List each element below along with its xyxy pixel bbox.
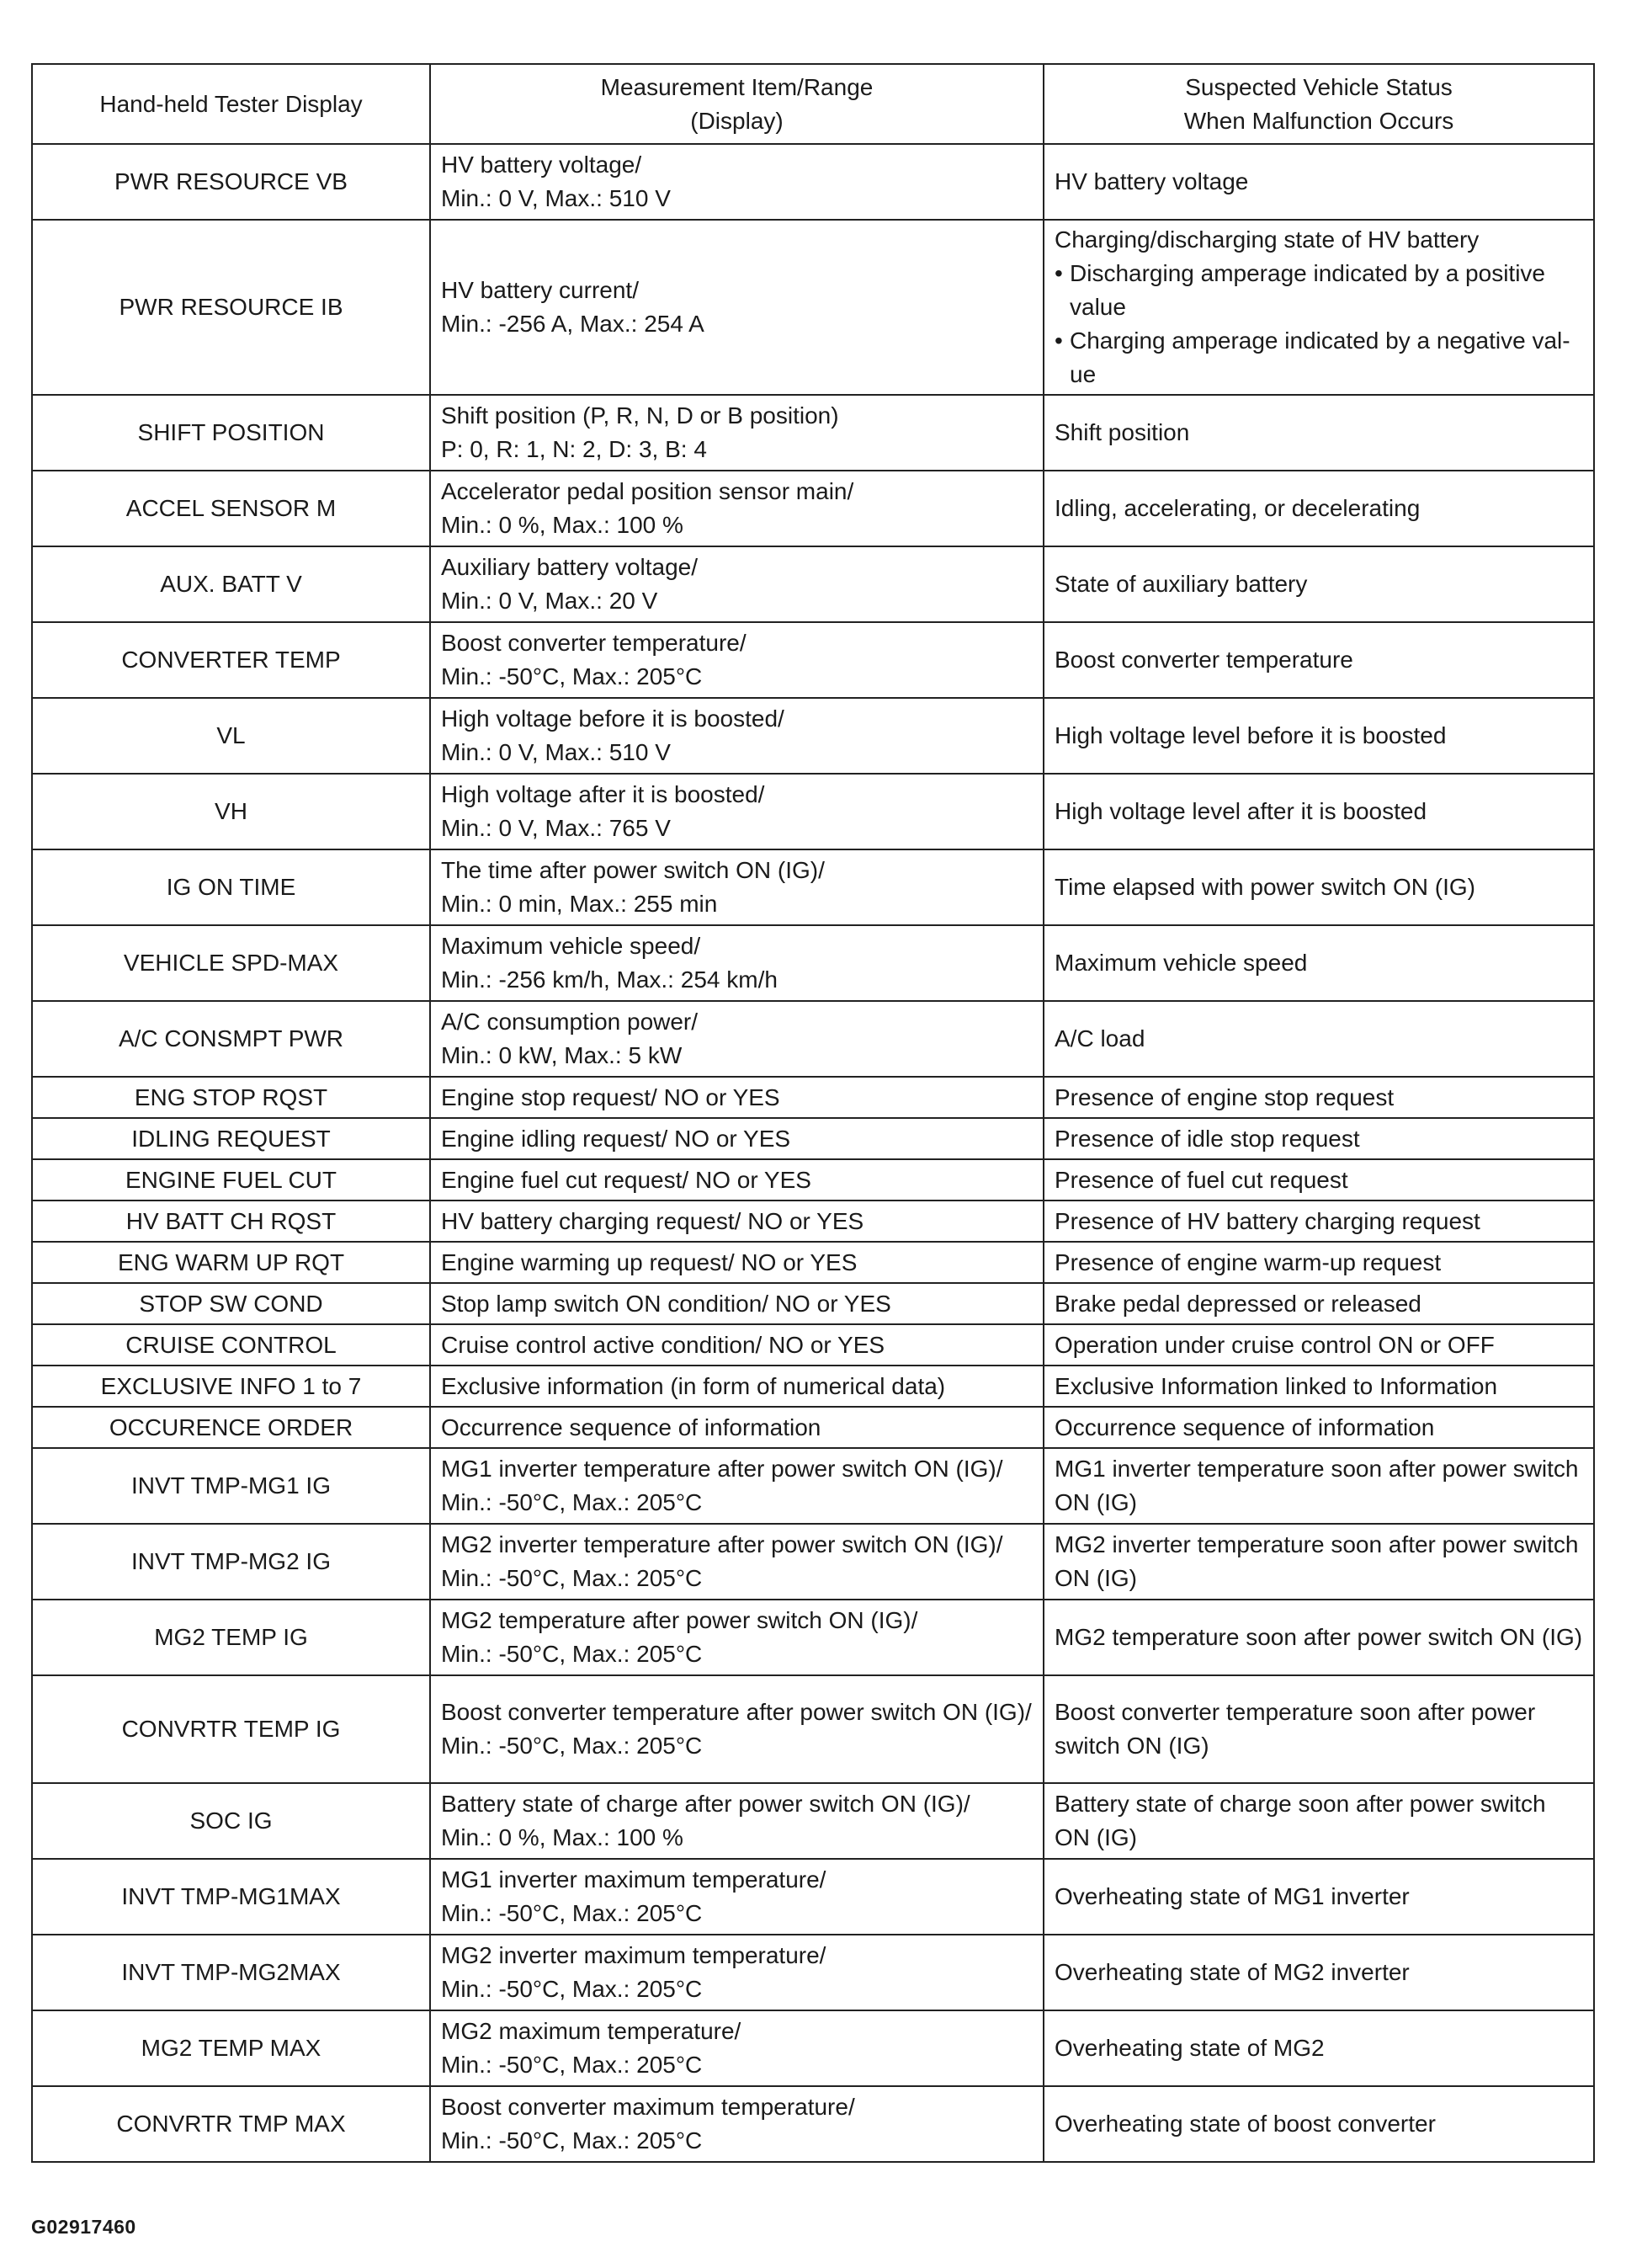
status-cell bbox=[1044, 1366, 1594, 1407]
measurement-line: Accelerator pedal position sensor main/ bbox=[441, 478, 854, 504]
table-row bbox=[32, 774, 1594, 849]
tester-display-label: ACCEL SENSOR M bbox=[125, 495, 337, 521]
status-cell bbox=[1044, 2086, 1594, 2162]
measurement-line: Min.: -50°C, Max.: 205°C bbox=[441, 1976, 703, 2002]
status-line: Operation under cruise control ON or OFF bbox=[1055, 1331, 1495, 1358]
tester-display-label: VL bbox=[216, 722, 246, 748]
table-row bbox=[32, 1283, 1594, 1324]
tester-display-label: STOP SW COND bbox=[139, 1290, 323, 1317]
status-bullet-item: • Discharging amperage indicated by a positive value bbox=[1055, 257, 1583, 324]
table-row bbox=[32, 144, 1594, 220]
measurement-cell bbox=[430, 774, 1044, 849]
status-line: Exclusive Information linked to Information bbox=[1055, 1372, 1498, 1399]
measurement-line: HV battery current/ bbox=[441, 277, 639, 303]
tester-display-cell bbox=[32, 1077, 430, 1118]
measurement-line: Min.: 0 %, Max.: 100 % bbox=[441, 1824, 683, 1850]
tester-display-cell bbox=[32, 220, 430, 395]
status-line: Presence of fuel cut request bbox=[1055, 1166, 1348, 1193]
table-row bbox=[32, 2010, 1594, 2086]
status-cell bbox=[1044, 1324, 1594, 1366]
measurement-line: MG1 inverter temperature after power switch ON (IG)/ bbox=[441, 1456, 1003, 1482]
tester-display-cell bbox=[32, 698, 430, 774]
tester-display-label: INVT TMP-MG1 IG bbox=[131, 1472, 331, 1499]
measurement-line: Min.: -50°C, Max.: 205°C bbox=[441, 2052, 703, 2078]
status-cell bbox=[1044, 1001, 1594, 1077]
measurement-line: Min.: 0 %, Max.: 100 % bbox=[441, 512, 683, 538]
header-measurement-item bbox=[430, 64, 1044, 144]
tester-display-label: VH bbox=[215, 798, 247, 824]
status-cell bbox=[1044, 144, 1594, 220]
status-line: Overheating state of MG2 inverter bbox=[1055, 1959, 1410, 1985]
measurement-cell bbox=[430, 1783, 1044, 1859]
header-measurement-line: Measurement Item/Range bbox=[600, 73, 874, 100]
status-cell bbox=[1044, 698, 1594, 774]
tester-display-cell bbox=[32, 1118, 430, 1159]
measurement-line: Min.: 0 V, Max.: 510 V bbox=[441, 185, 671, 211]
tester-display-cell bbox=[32, 1524, 430, 1600]
tester-display-label: AUX. BATT V bbox=[160, 571, 302, 597]
table-row bbox=[32, 849, 1594, 925]
header-measurement-line: (Display) bbox=[690, 107, 784, 134]
header-status-line: Suspected Vehicle Status bbox=[1185, 73, 1453, 100]
table-header-row bbox=[32, 64, 1594, 144]
measurement-cell bbox=[430, 220, 1044, 395]
table-row bbox=[32, 1524, 1594, 1600]
measurement-cell bbox=[430, 1407, 1044, 1448]
status-cell bbox=[1044, 1600, 1594, 1675]
tester-display-cell bbox=[32, 1675, 430, 1783]
figure-id: G02917460 bbox=[31, 2216, 136, 2238]
measurement-line: Engine stop request/ NO or YES bbox=[441, 1083, 780, 1110]
header-status-line: When Malfunction Occurs bbox=[1183, 107, 1454, 134]
tester-display-cell bbox=[32, 546, 430, 622]
measurement-cell bbox=[430, 1600, 1044, 1675]
status-line: HV battery voltage bbox=[1055, 168, 1249, 194]
tester-display-label: ENG WARM UP RQT bbox=[117, 1248, 345, 1275]
tester-display-cell bbox=[32, 1324, 430, 1366]
measurement-cell bbox=[430, 1283, 1044, 1324]
tester-display-label: A/C CONSMPT PWR bbox=[118, 1025, 344, 1051]
tester-display-cell bbox=[32, 925, 430, 1001]
measurement-line: Engine warming up request/ NO or YES bbox=[441, 1248, 858, 1275]
status-line: MG2 temperature soon after power switch ON (IG) bbox=[1055, 1624, 1583, 1650]
tester-display-label: SHIFT POSITION bbox=[137, 419, 325, 445]
status-cell bbox=[1044, 1675, 1594, 1783]
status-line: Boost converter temperature bbox=[1055, 647, 1353, 673]
tester-display-label: EXCLUSIVE INFO 1 to 7 bbox=[100, 1372, 362, 1399]
tester-display-label: IG ON TIME bbox=[166, 874, 296, 900]
header-tester-display-label: Hand-held Tester Display bbox=[99, 90, 363, 117]
measurement-cell bbox=[430, 698, 1044, 774]
measurement-line: HV battery voltage/ bbox=[441, 152, 642, 178]
tester-display-cell bbox=[32, 395, 430, 471]
status-cell bbox=[1044, 546, 1594, 622]
status-cell bbox=[1044, 622, 1594, 698]
status-cell bbox=[1044, 1407, 1594, 1448]
tester-display-cell bbox=[32, 2086, 430, 2162]
measurement-line: High voltage before it is boosted/ bbox=[441, 705, 784, 732]
measurement-line: Boost converter temperature/ bbox=[441, 630, 747, 656]
status-line: High voltage level before it is boosted bbox=[1055, 722, 1447, 748]
measurement-line: Boost converter temperature after power switch ON (IG)/ bbox=[441, 1699, 1032, 1725]
tester-display-cell bbox=[32, 1448, 430, 1524]
measurement-line: The time after power switch ON (IG)/ bbox=[441, 857, 825, 883]
status-cell bbox=[1044, 471, 1594, 546]
measurement-line: Min.: -50°C, Max.: 205°C bbox=[441, 1489, 703, 1515]
measurement-cell bbox=[430, 1675, 1044, 1783]
table-row bbox=[32, 1366, 1594, 1407]
table-row bbox=[32, 925, 1594, 1001]
measurement-cell bbox=[430, 546, 1044, 622]
measurement-line: Min.: -50°C, Max.: 205°C bbox=[441, 1565, 703, 1591]
tester-display-cell bbox=[32, 1159, 430, 1201]
table-row bbox=[32, 220, 1594, 395]
status-cell bbox=[1044, 220, 1594, 395]
status-cell bbox=[1044, 1935, 1594, 2010]
table-row bbox=[32, 2086, 1594, 2162]
status-cell bbox=[1044, 1783, 1594, 1859]
tester-display-label: SOC IG bbox=[189, 1807, 273, 1834]
tester-display-cell bbox=[32, 471, 430, 546]
tester-display-label: HV BATT CH RQST bbox=[125, 1207, 337, 1234]
measurement-cell bbox=[430, 1448, 1044, 1524]
table-row bbox=[32, 1001, 1594, 1077]
tester-display-cell bbox=[32, 1283, 430, 1324]
measurement-line: Shift position (P, R, N, D or B position) bbox=[441, 402, 839, 429]
measurement-line: Min.: 0 V, Max.: 765 V bbox=[441, 815, 671, 841]
status-cell bbox=[1044, 1859, 1594, 1935]
measurement-line: Battery state of charge after power switch ON (IG)/ bbox=[441, 1791, 970, 1817]
status-bullet-item: • Charging amperage indicated by a negative val-ue bbox=[1055, 324, 1583, 391]
measurement-line: Min.: 0 kW, Max.: 5 kW bbox=[441, 1042, 683, 1068]
measurement-cell bbox=[430, 1366, 1044, 1407]
tester-display-cell bbox=[32, 774, 430, 849]
status-line: MG1 inverter temperature soon after power switch ON (IG) bbox=[1055, 1456, 1579, 1515]
tester-display-label: IDLING REQUEST bbox=[131, 1125, 331, 1152]
tester-display-label: PWR RESOURCE VB bbox=[114, 168, 348, 194]
status-cell bbox=[1044, 849, 1594, 925]
tester-display-cell bbox=[32, 849, 430, 925]
measurement-cell bbox=[430, 1935, 1044, 2010]
measurement-line: Min.: -50°C, Max.: 205°C bbox=[441, 1733, 703, 1759]
status-cell bbox=[1044, 395, 1594, 471]
tester-display-cell bbox=[32, 1407, 430, 1448]
measurement-line: MG1 inverter maximum temperature/ bbox=[441, 1866, 826, 1893]
measurement-line: MG2 inverter temperature after power switch ON (IG)/ bbox=[441, 1531, 1003, 1557]
measurement-line: Min.: 0 V, Max.: 20 V bbox=[441, 588, 658, 614]
measurement-line: Boost converter maximum temperature/ bbox=[441, 2094, 855, 2120]
status-line: MG2 inverter temperature soon after power switch ON (IG) bbox=[1055, 1531, 1579, 1591]
measurement-line: HV battery charging request/ NO or YES bbox=[441, 1207, 864, 1234]
measurement-cell bbox=[430, 2086, 1044, 2162]
tester-display-cell bbox=[32, 1600, 430, 1675]
status-cell bbox=[1044, 1159, 1594, 1201]
tester-display-label: INVT TMP-MG2 IG bbox=[131, 1548, 331, 1574]
tester-display-cell bbox=[32, 1001, 430, 1077]
measurement-line: Stop lamp switch ON condition/ NO or YES bbox=[441, 1290, 891, 1317]
table-row bbox=[32, 471, 1594, 546]
measurement-line: Maximum vehicle speed/ bbox=[441, 933, 701, 959]
measurement-cell bbox=[430, 1159, 1044, 1201]
status-cell bbox=[1044, 774, 1594, 849]
status-cell bbox=[1044, 1118, 1594, 1159]
status-line: Presence of HV battery charging request bbox=[1055, 1207, 1480, 1234]
tester-display-label: CONVRTR TMP MAX bbox=[116, 2111, 346, 2137]
status-line: State of auxiliary battery bbox=[1055, 571, 1308, 597]
status-line: Boost converter temperature soon after power switch ON (IG) bbox=[1055, 1699, 1536, 1759]
status-line: Idling, accelerating, or decelerating bbox=[1055, 495, 1421, 521]
status-line: Presence of engine stop request bbox=[1055, 1083, 1395, 1110]
table-row bbox=[32, 546, 1594, 622]
status-cell bbox=[1044, 1077, 1594, 1118]
tester-display-cell bbox=[32, 1366, 430, 1407]
table-row bbox=[32, 1201, 1594, 1242]
measurement-line: Min.: -256 km/h, Max.: 254 km/h bbox=[441, 966, 778, 993]
status-line: Overheating state of MG1 inverter bbox=[1055, 1883, 1410, 1909]
status-line: Time elapsed with power switch ON (IG) bbox=[1055, 874, 1475, 900]
measurement-line: Min.: -50°C, Max.: 205°C bbox=[441, 1900, 703, 1926]
tester-display-label: CRUISE CONTROL bbox=[125, 1331, 337, 1358]
status-cell bbox=[1044, 1448, 1594, 1524]
header-tester-display bbox=[32, 64, 430, 144]
tester-display-label: MG2 TEMP MAX bbox=[141, 2035, 321, 2061]
tester-display-cell bbox=[32, 1242, 430, 1283]
measurement-line: Cruise control active condition/ NO or YES bbox=[441, 1331, 885, 1358]
status-cell bbox=[1044, 1242, 1594, 1283]
measurement-cell bbox=[430, 1001, 1044, 1077]
measurement-cell bbox=[430, 1859, 1044, 1935]
measurement-cell bbox=[430, 1077, 1044, 1118]
measurement-cell bbox=[430, 622, 1044, 698]
measurement-cell bbox=[430, 471, 1044, 546]
tester-display-label: INVT TMP-MG1MAX bbox=[121, 1883, 341, 1909]
tester-display-label: OCCURENCE ORDER bbox=[109, 1414, 353, 1440]
table-body bbox=[32, 144, 1594, 2162]
measurement-line: Min.: -50°C, Max.: 205°C bbox=[441, 2127, 703, 2154]
table-row bbox=[32, 1324, 1594, 1366]
measurement-cell bbox=[430, 1118, 1044, 1159]
table-row bbox=[32, 1407, 1594, 1448]
tester-display-cell bbox=[32, 1783, 430, 1859]
status-line: Occurrence sequence of information bbox=[1055, 1414, 1435, 1440]
measurement-cell bbox=[430, 1324, 1044, 1366]
status-line: Battery state of charge soon after power switch ON (IG) bbox=[1055, 1791, 1546, 1850]
status-line: Charging/discharging state of HV battery bbox=[1055, 226, 1480, 253]
tester-display-label: ENG STOP RQST bbox=[134, 1083, 328, 1110]
measurement-cell bbox=[430, 144, 1044, 220]
measurement-line: Occurrence sequence of information bbox=[441, 1414, 821, 1440]
measurement-line: MG2 temperature after power switch ON (IG)/ bbox=[441, 1607, 918, 1633]
status-cell bbox=[1044, 925, 1594, 1001]
status-line: Shift position bbox=[1055, 419, 1190, 445]
tester-display-label: CONVRTR TEMP IG bbox=[121, 1716, 341, 1742]
status-line: Brake pedal depressed or released bbox=[1055, 1290, 1421, 1317]
tester-display-label: MG2 TEMP IG bbox=[154, 1624, 308, 1650]
table-row bbox=[32, 1600, 1594, 1675]
tester-display-label: INVT TMP-MG2MAX bbox=[121, 1959, 341, 1985]
measurement-line: Min.: 0 min, Max.: 255 min bbox=[441, 891, 718, 917]
table-row bbox=[32, 1859, 1594, 1935]
header-suspected-status bbox=[1044, 64, 1594, 144]
measurement-cell bbox=[430, 1201, 1044, 1242]
measurement-line: MG2 inverter maximum temperature/ bbox=[441, 1942, 826, 1968]
table-row bbox=[32, 1159, 1594, 1201]
status-line: Presence of idle stop request bbox=[1055, 1125, 1360, 1152]
table-row bbox=[32, 1783, 1594, 1859]
measurement-cell bbox=[430, 1524, 1044, 1600]
measurement-cell bbox=[430, 2010, 1044, 2086]
measurement-line: Min.: -50°C, Max.: 205°C bbox=[441, 663, 703, 689]
measurement-line: High voltage after it is boosted/ bbox=[441, 781, 765, 807]
measurement-line: Auxiliary battery voltage/ bbox=[441, 554, 699, 580]
measurement-line: Min.: 0 V, Max.: 510 V bbox=[441, 739, 671, 765]
measurement-line: Exclusive information (in form of numerical data) bbox=[441, 1372, 946, 1399]
status-line: Maximum vehicle speed bbox=[1055, 950, 1308, 976]
status-cell bbox=[1044, 1283, 1594, 1324]
table-row bbox=[32, 622, 1594, 698]
status-line: High voltage level after it is boosted bbox=[1055, 798, 1427, 824]
measurement-line: Engine idling request/ NO or YES bbox=[441, 1125, 791, 1152]
measurement-line: P: 0, R: 1, N: 2, D: 3, B: 4 bbox=[441, 436, 707, 462]
status-line: Overheating state of boost converter bbox=[1055, 2111, 1436, 2137]
measurement-cell bbox=[430, 925, 1044, 1001]
measurement-cell bbox=[430, 1242, 1044, 1283]
status-line: Presence of engine warm-up request bbox=[1055, 1248, 1442, 1275]
tester-display-label: VEHICLE SPD-MAX bbox=[123, 950, 339, 976]
table-row bbox=[32, 1077, 1594, 1118]
measurement-line: Min.: -256 A, Max.: 254 A bbox=[441, 311, 704, 337]
measurement-line: MG2 maximum temperature/ bbox=[441, 2018, 741, 2044]
status-cell bbox=[1044, 1201, 1594, 1242]
measurement-line: Min.: -50°C, Max.: 205°C bbox=[441, 1641, 703, 1667]
tester-display-cell bbox=[32, 2010, 430, 2086]
table-row bbox=[32, 1675, 1594, 1783]
data-list-table bbox=[31, 63, 1595, 2163]
measurement-cell bbox=[430, 395, 1044, 471]
measurement-cell bbox=[430, 849, 1044, 925]
status-line: Overheating state of MG2 bbox=[1055, 2035, 1325, 2061]
tester-display-label: ENGINE FUEL CUT bbox=[125, 1166, 337, 1193]
tester-display-cell bbox=[32, 1859, 430, 1935]
status-cell bbox=[1044, 1524, 1594, 1600]
table-row bbox=[32, 1242, 1594, 1283]
tester-display-label: PWR RESOURCE IB bbox=[119, 294, 343, 320]
tester-display-cell bbox=[32, 1201, 430, 1242]
tester-display-label: CONVERTER TEMP bbox=[121, 647, 341, 673]
table-row bbox=[32, 698, 1594, 774]
status-line: A/C load bbox=[1055, 1025, 1145, 1051]
tester-display-cell bbox=[32, 144, 430, 220]
table-row bbox=[32, 395, 1594, 471]
tester-display-cell bbox=[32, 1935, 430, 2010]
measurement-line: A/C consumption power/ bbox=[441, 1009, 699, 1035]
table-row bbox=[32, 1118, 1594, 1159]
table-row bbox=[32, 1448, 1594, 1524]
status-cell bbox=[1044, 2010, 1594, 2086]
table-row bbox=[32, 1935, 1594, 2010]
measurement-line: Engine fuel cut request/ NO or YES bbox=[441, 1166, 811, 1193]
tester-display-cell bbox=[32, 622, 430, 698]
